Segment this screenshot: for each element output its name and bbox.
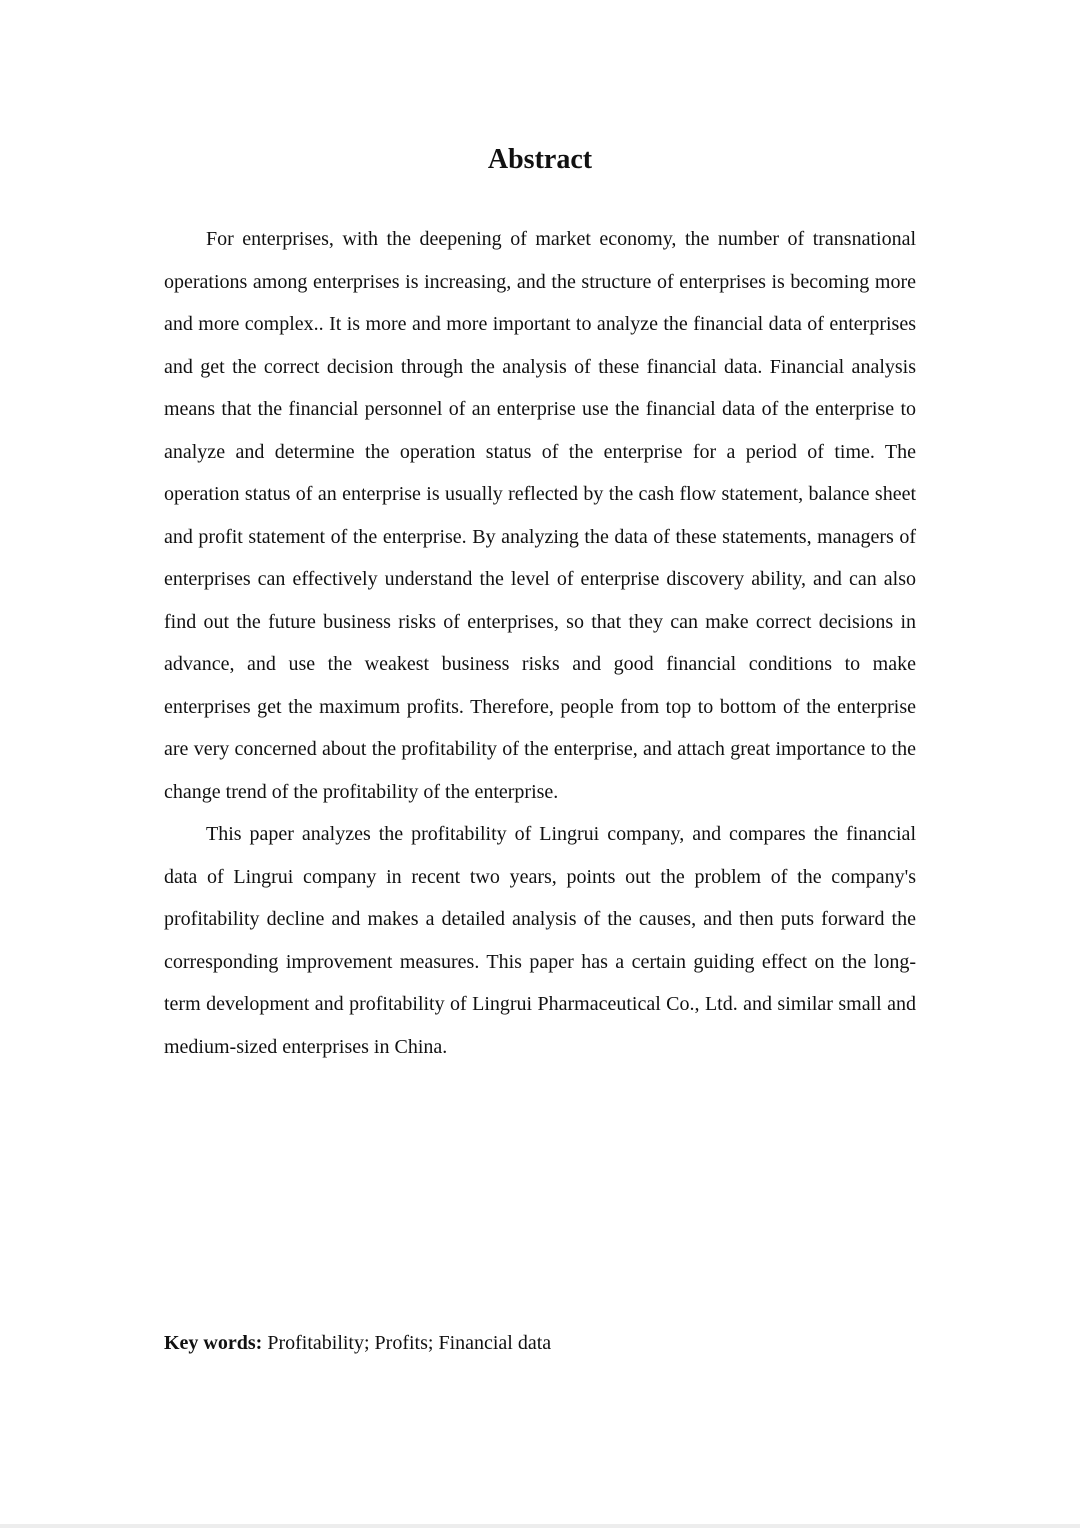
keywords-list: Profitability; Profits; Financial data [267,1332,552,1354]
abstract-body [164,218,916,1068]
page-bottom-edge [0,1524,1080,1528]
abstract-paragraph-2: This paper analyzes the profitability of Lingrui company, and compares the financial data of Lingrui company in recent two years, points out the problem of the company's profitability decline and makes a detailed analysis of the causes, and then puts forward the corresponding improvement measures. This paper has a certain guiding effect on the long-term development and profitability of Lingrui Pharmaceutical Co., Ltd. and similar small and medium-sized enterprises in China. [164,823,916,1058]
keywords-label: Key words: [164,1332,263,1354]
abstract-paragraph-1: For enterprises, with the deepening of market economy, the number of transnational operations among enterprises is increasing, and the structure of enterprises is becoming more and more complex.. It is more and more important to analyze the financial data of enterprises and get the correct decision through the analysis of these financial data. Financial analysis means that the financial personnel of an enterprise use the financial data of the enterprise to analyze and determine the operation status of the enterprise for a period of time. The operation status of an enterprise is usually reflected by the cash flow statement, balance sheet and profit statement of the enterprise. By analyzing the data of these statements, managers of enterprises can effectively understand the level of enterprise discovery ability, and can also find out the future business risks of enterprises, so that they can make correct decisions in advance, and use the weakest business risks and good financial conditions to make enterprises get the maximum profits. Therefore, people from top to bottom of the enterprise are very concerned about the profitability of the enterprise, and attach great importance to the change trend of the profitability of the enterprise. [164,228,916,803]
page-title: Abstract [487,144,593,175]
keywords-line [164,1322,916,1364]
